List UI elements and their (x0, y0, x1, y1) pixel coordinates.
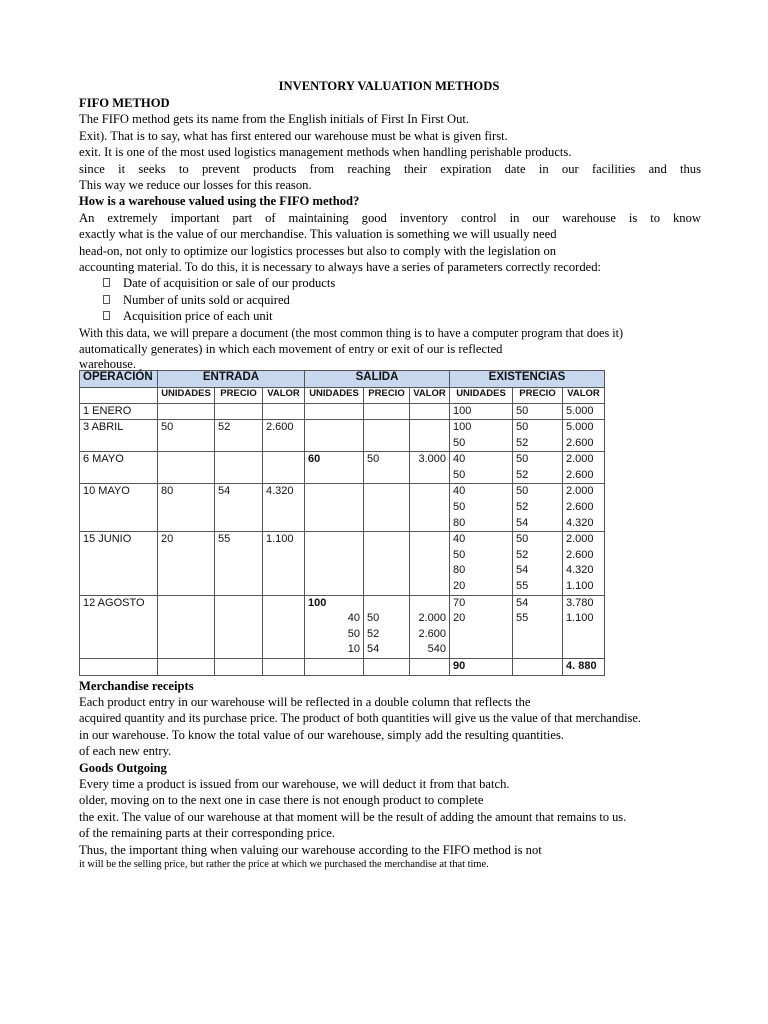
table-cell: 100 50 (450, 420, 513, 452)
subheader-cell: VALOR (410, 387, 450, 403)
subheader-cell: UNIDADES (158, 387, 215, 403)
table-cell (410, 420, 450, 452)
paragraph-line: automatically generates) in which each movement of entry or exit of our is reflected (79, 342, 503, 357)
bullet-box-icon (103, 295, 110, 304)
fifo-table (79, 370, 605, 676)
table-cell: 2.600 (263, 420, 305, 452)
table-cell: 3.780 1.100 (563, 595, 605, 658)
paragraph-line: Thus, the important thing when valuing our warehouse according to the FIFO method is not (79, 842, 542, 857)
table-cell (215, 452, 263, 484)
table-cell (263, 403, 305, 420)
table-cell (410, 403, 450, 420)
table-cell (305, 403, 364, 420)
paragraph-line: older, moving on to the next one in case there is not enough product to complete (79, 793, 484, 808)
operation-cell: 15 JUNIO (80, 532, 158, 595)
table-cell: 54 (215, 484, 263, 532)
table-cell: 5.000 (563, 403, 605, 420)
table-row (80, 403, 605, 420)
operation-cell: 12 AGOSTO (80, 595, 158, 658)
subheader-cell: PRECIO (364, 387, 410, 403)
subheader-cell: UNIDADES (305, 387, 364, 403)
paragraph-line: Exit). That is to say, what has first entered our warehouse must be what is given first. (79, 128, 508, 143)
paragraph-line: in our warehouse. To know the total value of our warehouse, simply add the resulting quantities. (79, 727, 565, 742)
table-cell: 50 52 (513, 420, 563, 452)
table-cell: 70 20 (450, 595, 513, 658)
subheader-cell: VALOR (263, 387, 305, 403)
table-cell: 50 52 (513, 452, 563, 484)
table-cell (158, 403, 215, 420)
total-value: 4. 880 (563, 659, 605, 676)
table-cell (215, 595, 263, 658)
paragraph-line: of each new entry. (79, 744, 172, 759)
fifo-heading: FIFO METHOD (79, 96, 170, 110)
table-subheader-row (80, 387, 605, 403)
subheader-cell: VALOR (563, 387, 605, 403)
table-cell: 1.100 (263, 532, 305, 595)
paragraph-line: An extremely important part of maintaining good inventory control in our warehouse is to know (79, 210, 701, 225)
table-cell (263, 595, 305, 658)
table-cell (305, 532, 364, 595)
list-item: Acquisition price of each unit (103, 308, 701, 324)
table-cell: 50 52 54 (364, 595, 410, 658)
table-cell: 5.000 2.600 (563, 420, 605, 452)
table-row (80, 452, 605, 484)
table-cell (364, 484, 410, 532)
table-cell: 3.000 (410, 452, 450, 484)
bullet-box-icon (103, 311, 110, 320)
table-cell (215, 403, 263, 420)
parameter-list (79, 275, 701, 324)
subheader-cell: PRECIO (215, 387, 263, 403)
header-operacion: OPERACIÓN (80, 370, 158, 387)
paragraph-line: warehouse. (79, 356, 136, 371)
table-cell: 50 52 54 (513, 484, 563, 532)
operation-cell: 1 ENERO (80, 403, 158, 420)
table-body (80, 403, 605, 659)
subheader-empty (80, 387, 158, 403)
table-cell: 2.000 2.600 4.320 (563, 484, 605, 532)
bullet-box-icon (103, 278, 110, 287)
paragraph-line: acquired quantity and its purchase price. The product of both quantities will give us the value of that merchandise. (79, 711, 641, 726)
question-heading: How is a warehouse valued using the FIFO method? (79, 194, 360, 209)
table-cell: 2.000 2.600 (563, 452, 605, 484)
table-cell: 52 (215, 420, 263, 452)
total-units: 90 (450, 659, 513, 676)
table-cell: 50 (158, 420, 215, 452)
table-header-row (80, 370, 605, 387)
paragraph-line: since it seeks to prevent products from reaching their expiration date in our facilities and thus (79, 161, 701, 176)
subheader-cell: PRECIO (513, 387, 563, 403)
operation-cell: 6 MAYO (80, 452, 158, 484)
paragraph-line: Each product entry in our warehouse will be reflected in a double column that reflects the (79, 695, 531, 709)
list-item: Number of units sold or acquired (103, 292, 701, 308)
table-cell: 40 50 80 (450, 484, 513, 532)
list-item: Date of acquisition or sale of our products (103, 275, 701, 291)
table-cell (305, 484, 364, 532)
receipts-heading: Merchandise receipts (79, 678, 194, 693)
table-cell: 50 (364, 452, 410, 484)
paragraph-line: of the remaining parts at their corresponding price. (79, 826, 335, 841)
table-cell: 2.000 2.600 540 (410, 595, 450, 658)
table-cell (364, 532, 410, 595)
table-row (80, 420, 605, 452)
header-existencias: EXISTENCIAS (450, 370, 605, 387)
table-cell: 100 40 50 10 (305, 595, 364, 658)
paragraph-line: This way we reduce our losses for this reason. (79, 178, 312, 193)
paragraph-line: Every time a product is issued from our warehouse, we will deduct it from that batch. (79, 777, 510, 792)
table-cell (158, 595, 215, 658)
table-cell: 50 (513, 403, 563, 420)
header-salida: SALIDA (305, 370, 450, 387)
table-cell: 40 50 (450, 452, 513, 484)
subheader-cell: UNIDADES (450, 387, 513, 403)
table-cell: 40 50 80 20 (450, 532, 513, 595)
header-entrada: ENTRADA (158, 370, 305, 387)
table-row (80, 595, 605, 658)
paragraph-line: accounting material. To do this, it is necessary to always have a series of parameters correctly recorded: (79, 260, 602, 275)
table-cell: 54 55 (513, 595, 563, 658)
paragraph-line: The FIFO method gets its name from the English initials of First In First Out. (79, 112, 470, 127)
table-cell (410, 532, 450, 595)
table-row (80, 484, 605, 532)
document-page (79, 78, 701, 872)
table-cell: 80 (158, 484, 215, 532)
operation-cell: 10 MAYO (80, 484, 158, 532)
paragraph-line: the exit. The value of our warehouse at that moment will be the result of adding the amount that remains to us. (79, 809, 627, 824)
table-total-row (80, 659, 605, 676)
page-title: INVENTORY VALUATION METHODS (278, 79, 500, 93)
table-cell (263, 452, 305, 484)
paragraph-line: it will be the selling price, but rather the price at which we purchased the merchandise at that time. (79, 859, 489, 871)
operation-cell: 3 ABRIL (80, 420, 158, 452)
table-row (80, 532, 605, 595)
table-cell (158, 452, 215, 484)
table-cell (364, 403, 410, 420)
paragraph-line: exit. It is one of the most used logistics management methods when handling perishable products. (79, 145, 572, 160)
table-cell: 20 (158, 532, 215, 595)
outgoing-heading: Goods Outgoing (79, 760, 167, 775)
paragraph-line: With this data, we will prepare a document (the most common thing is to have a computer program that does it) (79, 325, 624, 340)
table-cell: 100 (450, 403, 513, 420)
paragraph-line: head-on, not only to optimize our logistics processes but also to comply with the legislation on (79, 243, 557, 258)
table-cell (410, 484, 450, 532)
table-cell: 2.000 2.600 4.320 1.100 (563, 532, 605, 595)
table-cell (305, 420, 364, 452)
table-cell: 60 (305, 452, 364, 484)
table-cell: 50 52 54 55 (513, 532, 563, 595)
table-cell: 55 (215, 532, 263, 595)
table-cell (364, 420, 410, 452)
table-cell: 4.320 (263, 484, 305, 532)
paragraph-line: exactly what is the value of our merchandise. This valuation is something we will usually need (79, 227, 557, 242)
